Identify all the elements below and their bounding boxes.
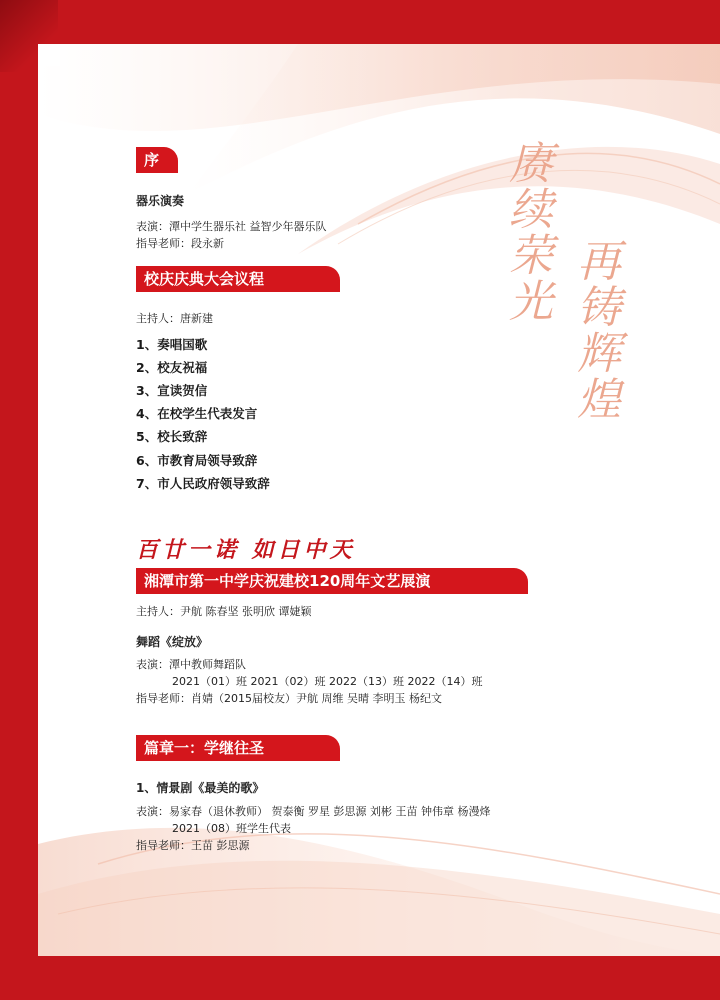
section-header-chapter1 [136, 735, 340, 761]
agenda-item: 7、市人民政府领导致辞 [136, 476, 270, 491]
frame-bottom [0, 956, 720, 1000]
calligraphy-right-column: 再铸辉煌 [569, 238, 620, 422]
agenda-item: 3、宣读贺信 [136, 383, 208, 398]
agenda-item: 2、校友祝福 [136, 360, 208, 375]
agenda-item: 1、奏唱国歌 [136, 337, 208, 352]
preface-program-title: 器乐演奏 [136, 194, 185, 208]
gala-host: 主持人：尹航 陈春坚 张明欣 谭婕颖 [136, 605, 312, 618]
dance-instructors: 指导老师：肖婧（2015届校友）尹航 周维 吴晴 李明玉 杨纪文 [136, 692, 442, 705]
decorative-waves [38, 44, 720, 956]
preface-performers: 表演：潭中学生器乐社 益智少年器乐队 [136, 220, 327, 233]
preface-instructor: 指导老师：段永新 [136, 237, 224, 250]
dance-title: 舞蹈《绽放》 [136, 635, 209, 649]
chapter1-performers: 表演：易家春（退休教师） 贺泰衡 罗星 彭思源 刘彬 王苗 钟伟章 杨漫烽 [136, 805, 491, 818]
section-header-chapter1-label: 篇章一：学继往圣 [144, 739, 265, 757]
page-background [38, 44, 720, 956]
slogan: 百廿一诺 如日中天 [136, 537, 356, 563]
dance-performers: 表演：潭中教师舞蹈队 [136, 658, 246, 671]
dance-classes: 2021（01）班 2021（02）班 2022（13）班 2022（14）班 [172, 675, 483, 688]
frame-top [0, 0, 720, 44]
ceremony-host: 主持人：唐新建 [136, 312, 213, 325]
section-header-ceremony [136, 266, 340, 292]
section-header-gala-label: 湘潭市第一中学庆祝建校120周年文艺展演 [144, 572, 431, 590]
agenda-item: 5、校长致辞 [136, 429, 208, 444]
section-header-ceremony-label: 校庆庆典大会议程 [144, 270, 265, 288]
chapter1-item-title: 1、情景剧《最美的歌》 [136, 781, 265, 795]
agenda-item: 4、在校学生代表发言 [136, 406, 258, 421]
agenda-item: 6、市教育局领导致辞 [136, 453, 258, 468]
frame-left [0, 0, 38, 1000]
section-header-preface-label: 序 [144, 151, 160, 169]
chapter1-performers-cont: 2021（08）班学生代表 [172, 822, 291, 835]
section-header-gala [136, 568, 528, 594]
chapter1-instructors: 指导老师：王苗 彭思源 [136, 839, 250, 852]
calligraphy-left-column: 赓续荣光 [501, 140, 552, 324]
section-header-preface [136, 147, 178, 173]
